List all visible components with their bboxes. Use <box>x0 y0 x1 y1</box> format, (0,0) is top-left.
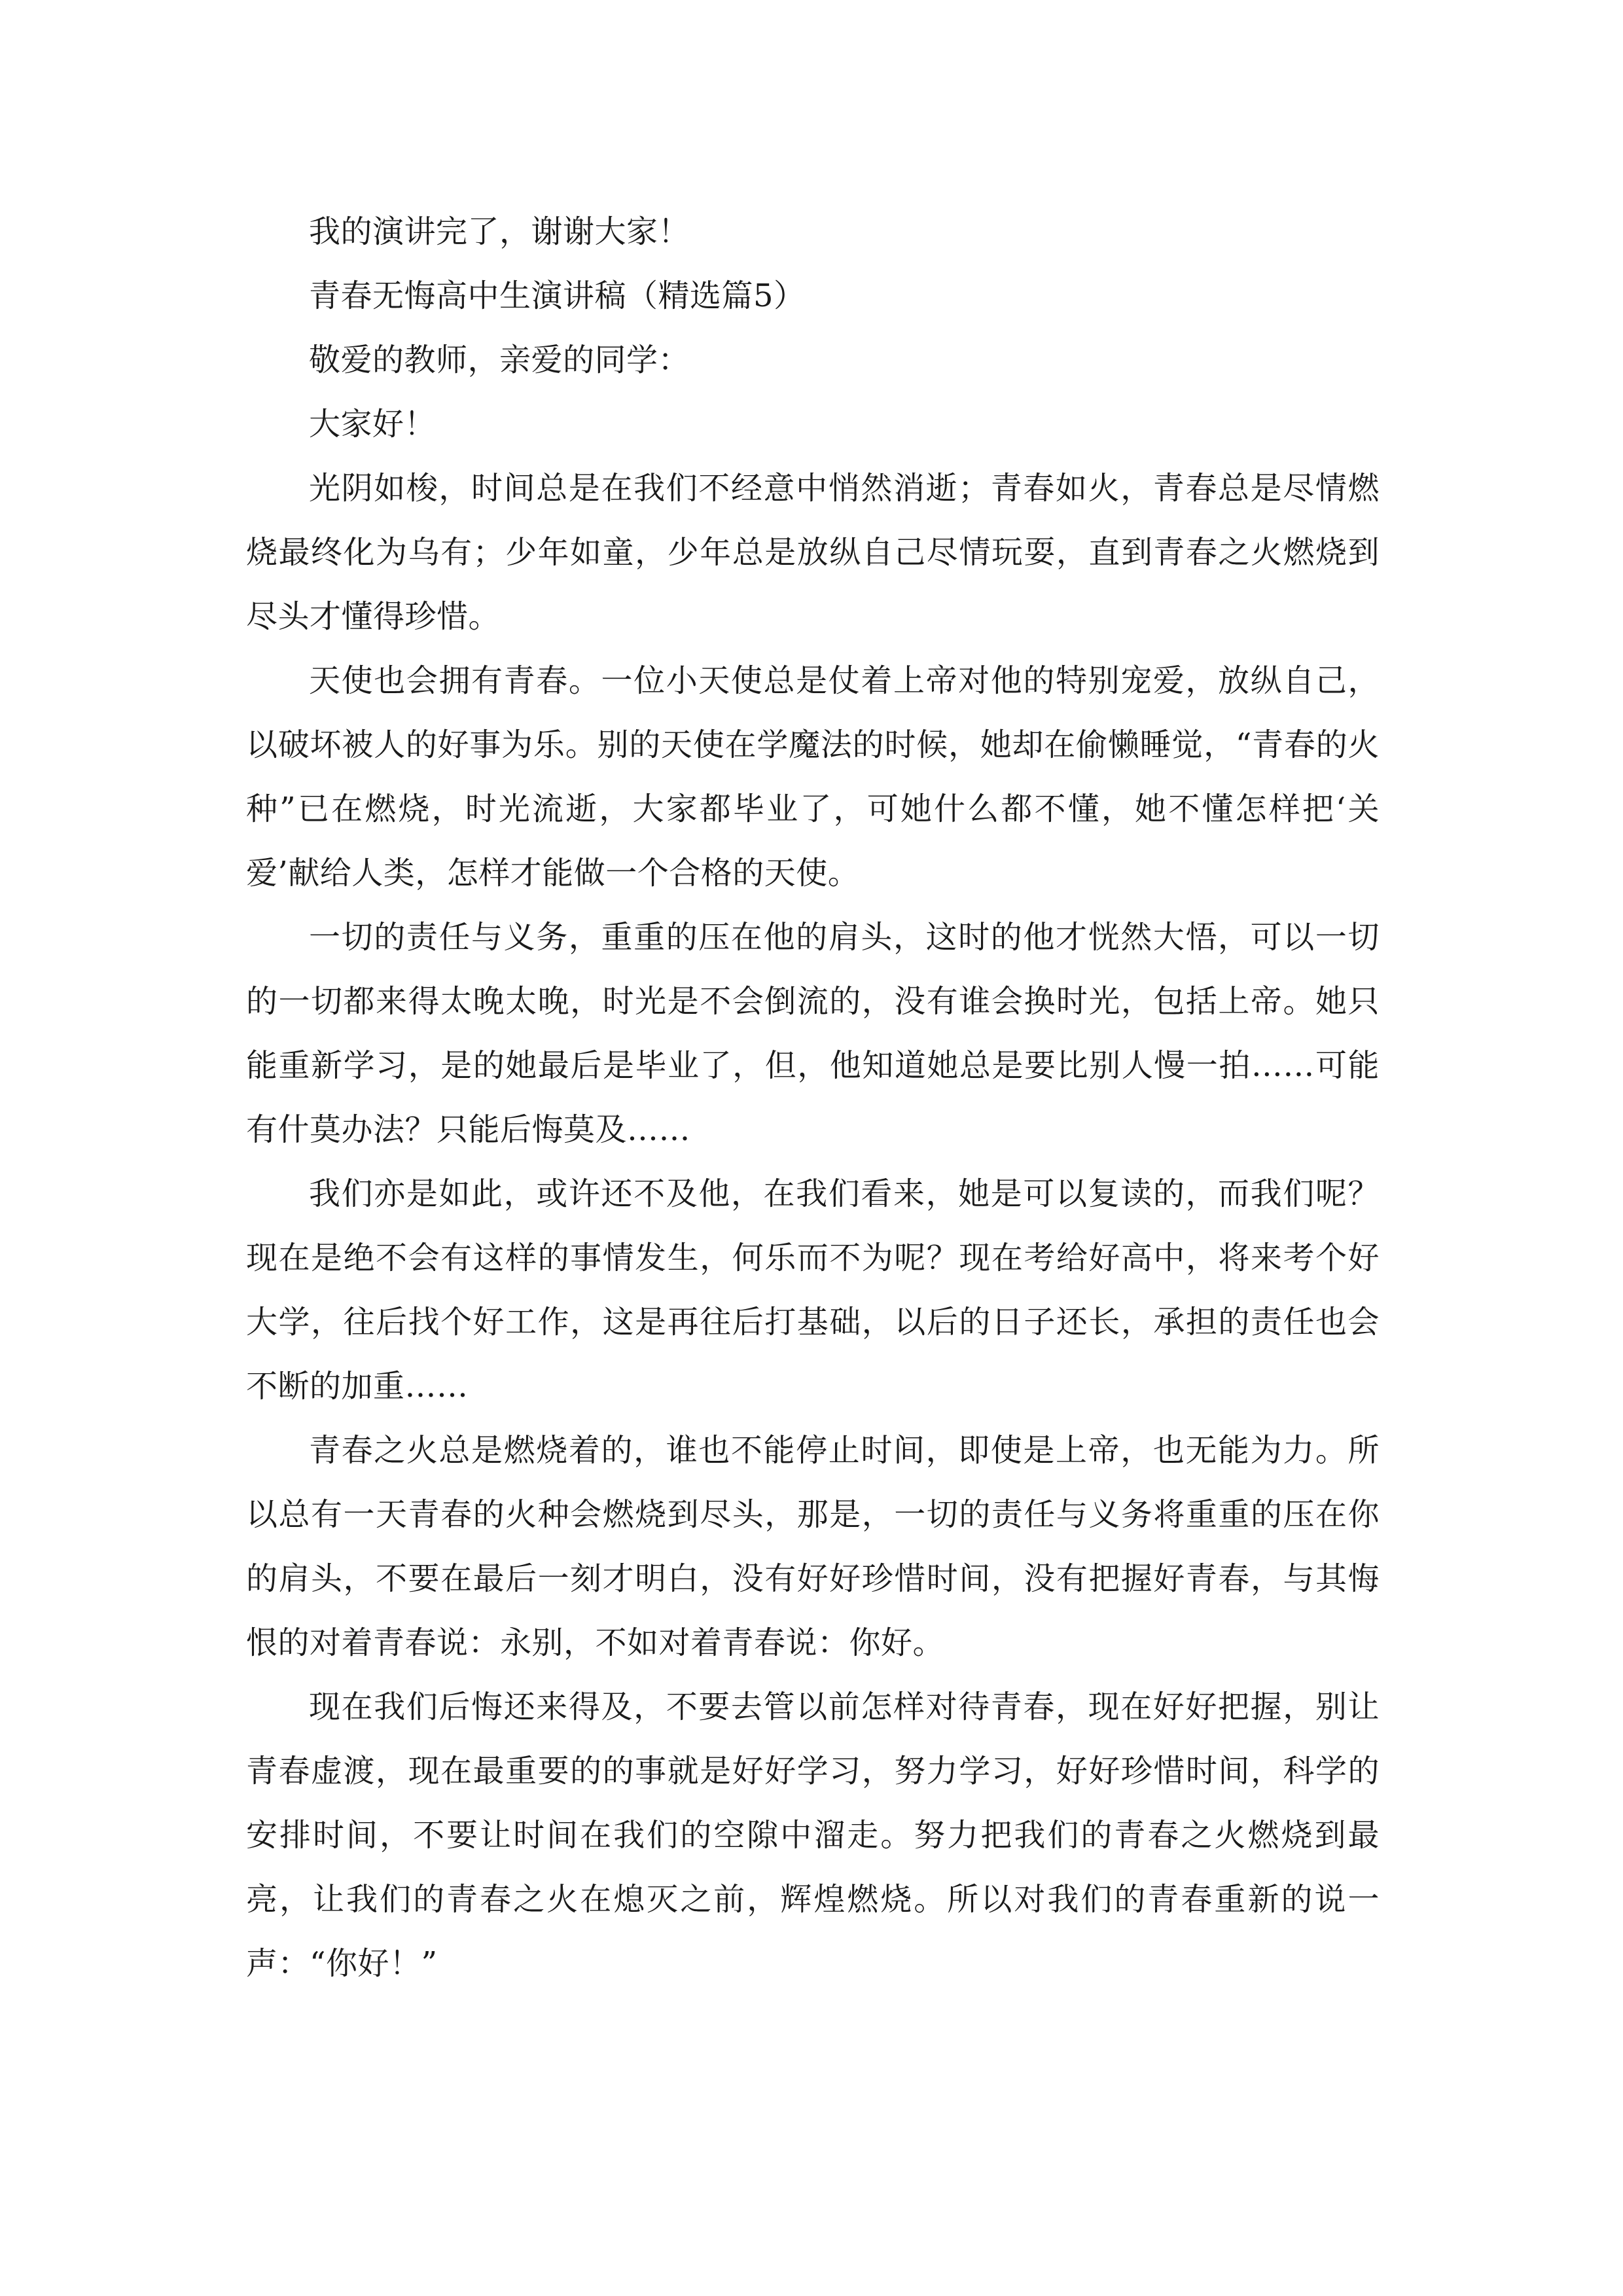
section-title: 青春无悔高中生演讲稿（精选篇5） <box>309 278 806 314</box>
closing-line: 我的演讲完了，谢谢大家！ <box>309 213 690 250</box>
body-paragraph: 现在我们后悔还来得及，不要去管以前怎样对待青春，现在好好把握，别让青春虚渡，现在最重要的的事就是好好学习，努力学习，好好珍惜时间，科学的安排时间，不要让时间在我们的空隙中溜走。努力把我们的青春之火燃烧到最亮，让我们的青春之火在熄灭之前，辉煌燃烧。所以对我们的青春重新的说一声：“你好！” <box>246 1689 1380 1982</box>
body-paragraph: 青春之火总是燃烧着的，谁也不能停止时间，即使是上帝，也无能为力。所以总有一天青春的火种会燃烧到尽头，那是，一切的责任与义务将重重的压在你的肩头，不要在最后一刻才明白，没有好好珍惜时间，没有把握好青春，与其悔恨的对着青春说：永别，不如对着青春说：你好。 <box>246 1432 1380 1661</box>
body-paragraph: 天使也会拥有青春。一位小天使总是仗着上帝对他的特别宠爱，放纵自己，以破坏被人的好事为乐。别的天使在学魔法的时候，她却在偷懒睡觉，“青春的火种”已在燃烧，时光流逝，大家都毕业了，可她什么都不懂，她不懂怎样把‘关爱’献给人类，怎样才能做一个合格的天使。 <box>246 662 1380 891</box>
body-paragraph: 一切的责任与义务，重重的压在他的肩头，这时的他才恍然大悟，可以一切的一切都来得太晚太晚，时光是不会倒流的，没有谁会换时光，包括上帝。她只能重新学习，是的她最后是毕业了，但，他知道她总是要比别人慢一拍……可能有什莫办法？只能后悔莫及…… <box>246 919 1380 1148</box>
document-body <box>246 200 1380 1996</box>
greeting: 大家好！ <box>309 406 437 442</box>
body-paragraph: 光阴如梭，时间总是在我们不经意中悄然消逝；青春如火，青春总是尽情燃烧最终化为乌有；少年如童，少年总是放纵自己尽情玩耍，直到青春之火燃烧到尽头才懂得珍惜。 <box>246 470 1380 635</box>
salutation: 敬爱的教师，亲爱的同学： <box>309 342 690 378</box>
body-paragraph: 我们亦是如此，或许还不及他，在我们看来，她是可以复读的，而我们呢？现在是绝不会有这样的事情发生，何乐而不为呢？现在考给好高中，将来考个好大学，往后找个好工作，这是再往后打基础，以后的日子还长，承担的责任也会不断的加重…… <box>246 1175 1380 1405</box>
